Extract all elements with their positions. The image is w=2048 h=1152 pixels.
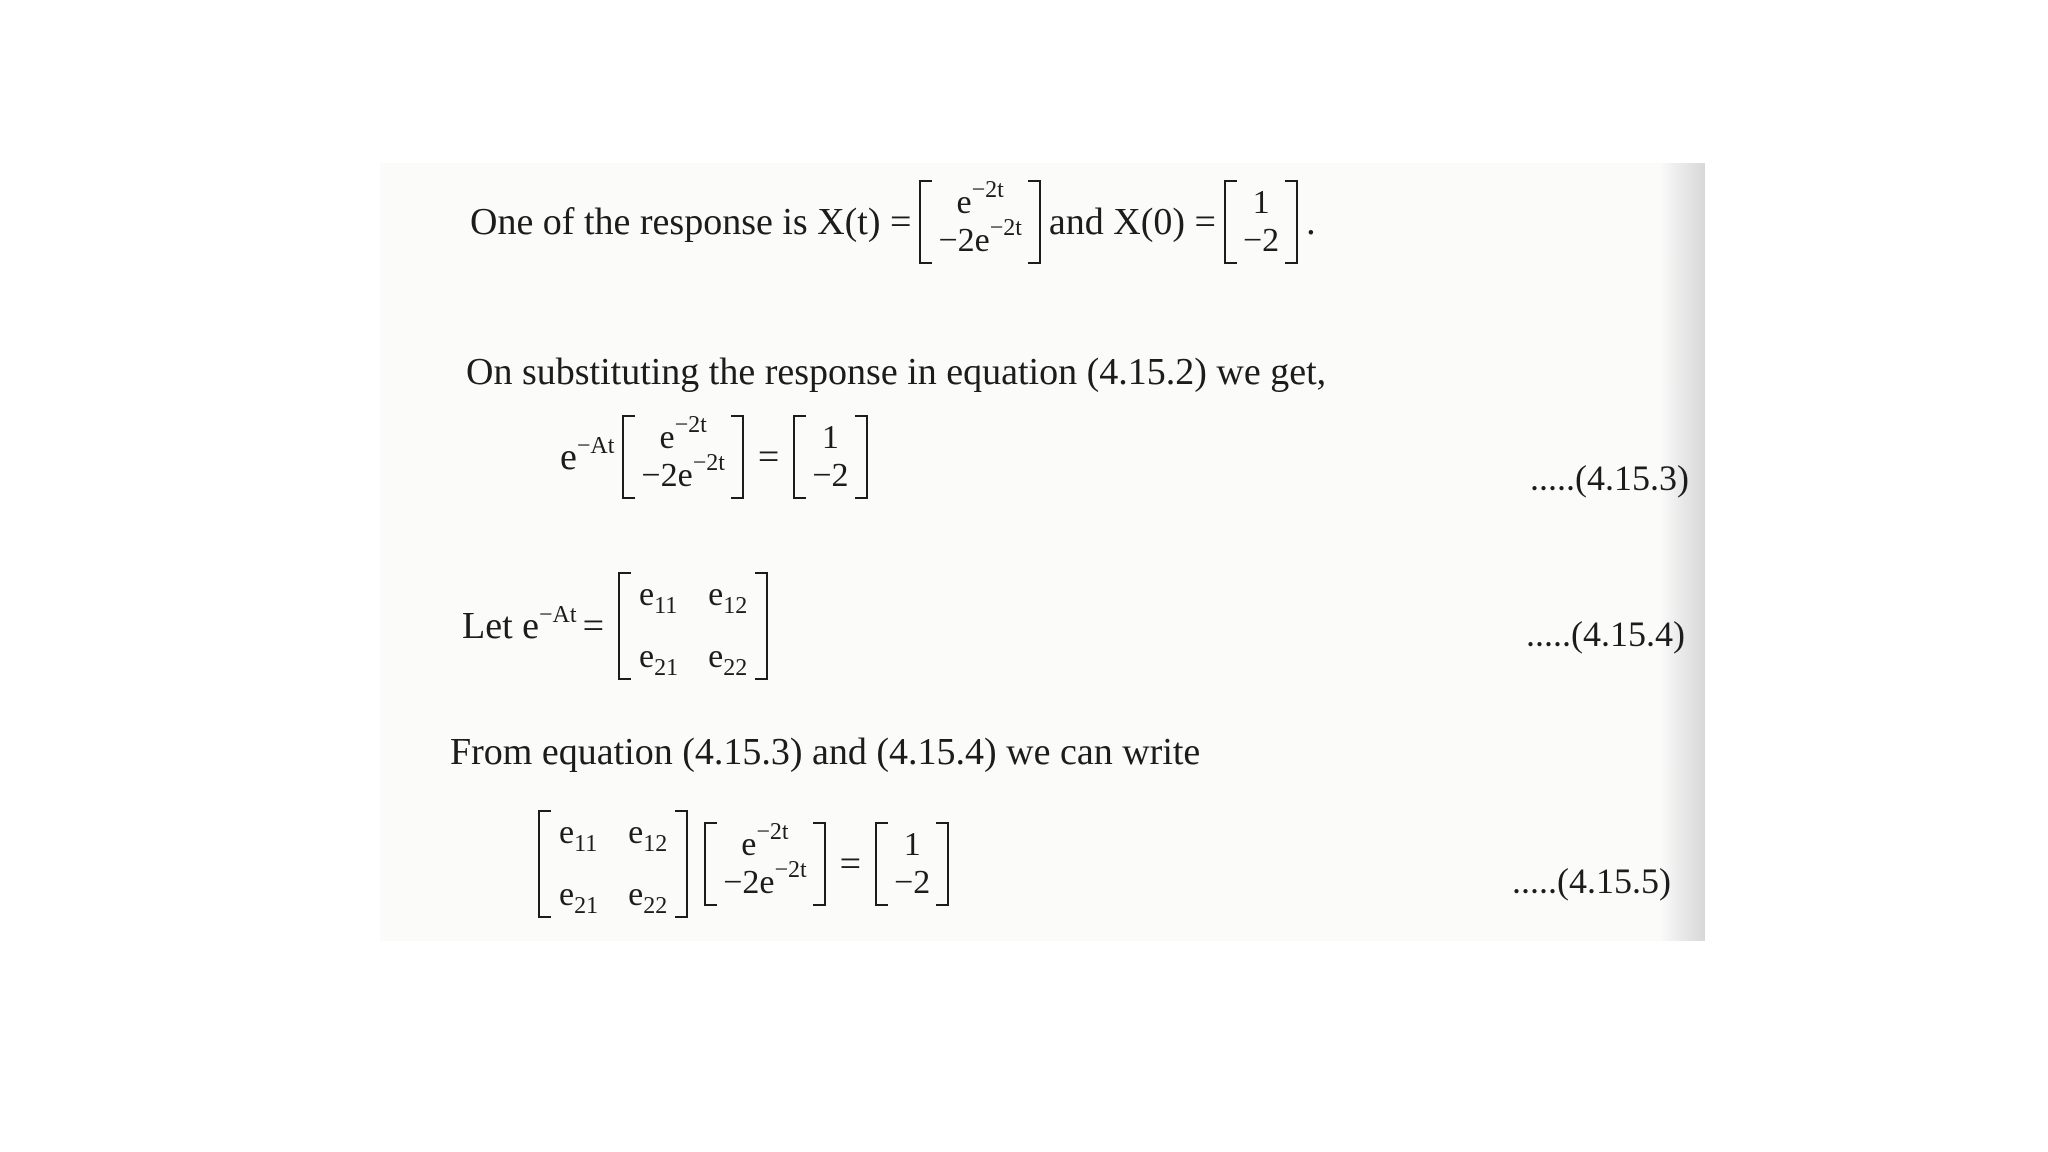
equation-4-15-5 <box>530 810 957 918</box>
equals-sign: = <box>839 843 862 885</box>
line-response <box>470 177 1316 264</box>
substituting-text: On substituting the response in equation (4.15.2) we get, <box>466 351 1327 393</box>
let-text: Let $e^{-At}$ <box>462 602 577 647</box>
vector-initial: 1 −2 <box>875 822 949 906</box>
matrix-e: $e_{11}$ $e_{12}$ $e_{21}$ $e_{22}$ <box>538 810 688 918</box>
from-equation-text: From equation (4.15.3) and (4.15.4) we can write <box>450 731 1201 773</box>
vector-response: $e^{-2t}$ $-2e^{-2t}$ <box>622 415 743 499</box>
lhs-exponential: $e^{-At}$ <box>560 433 615 478</box>
equation-4-15-4 <box>462 572 776 680</box>
vector-response: $e^{-2t}$ $-2e^{-2t}$ <box>704 822 825 906</box>
equation-number-4-15-4: .....(4.15.4) <box>1526 614 1685 654</box>
equation-number-4-15-5: .....(4.15.5) <box>1512 861 1671 901</box>
vector-x-0: 1 −2 <box>1224 180 1298 264</box>
vector-x-t: $e^{-2t}$ $-2e^{-2t}$ <box>919 180 1040 264</box>
line-from-equation <box>450 730 1200 774</box>
line-substituting <box>466 350 1326 394</box>
equation-4-15-3 <box>560 412 876 499</box>
equals-sign: = <box>582 605 604 647</box>
response-text: One of the response is X(t) = <box>470 201 912 243</box>
period: . <box>1306 201 1316 243</box>
and-text: and X(0) = <box>1048 201 1216 243</box>
vector-initial: 1 −2 <box>793 415 867 499</box>
equation-number-4-15-3: .....(4.15.3) <box>1530 458 1689 498</box>
page-edge-shadow <box>1660 163 1705 941</box>
matrix-e: $e_{11}$ $e_{12}$ $e_{21}$ $e_{22}$ <box>618 572 768 680</box>
equals-sign: = <box>757 436 780 478</box>
